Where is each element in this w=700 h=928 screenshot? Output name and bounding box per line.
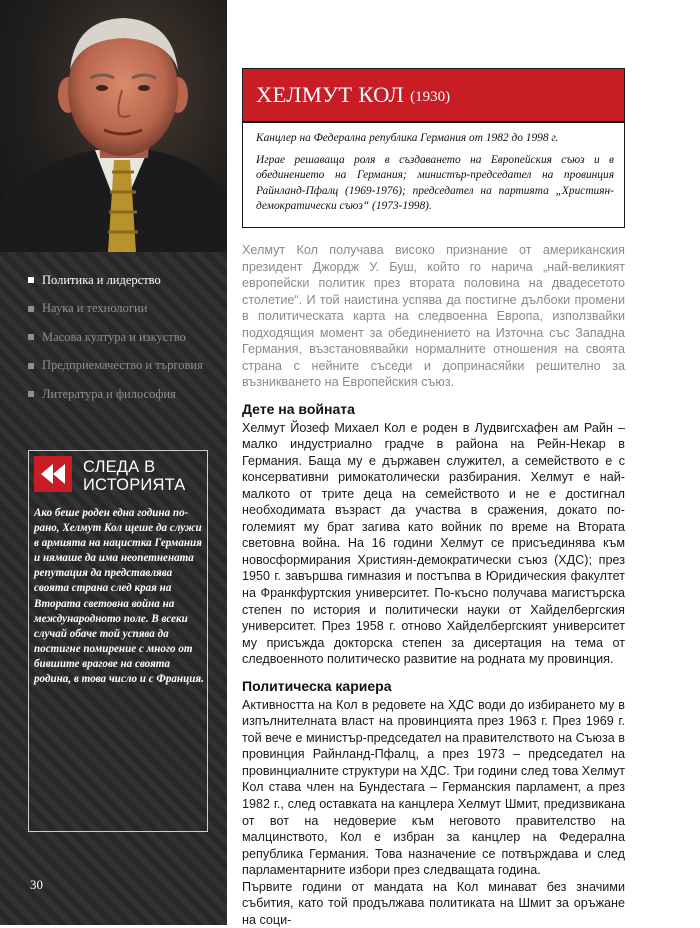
nav-item-label: Масова култура и изкуство [42, 329, 186, 344]
person-name: ХЕЛМУТ КОЛ [256, 82, 405, 107]
section-heading-career: Политическа кариера [242, 677, 392, 694]
nav-item-culture[interactable] [28, 323, 223, 352]
section-heading-childhood: Дете на войната [242, 400, 355, 417]
page-number: 30 [30, 877, 43, 892]
nav-item-politics[interactable] [28, 266, 223, 295]
nav-item-literature[interactable] [28, 380, 223, 409]
square-bullet-icon [28, 363, 34, 369]
nav-item-label: Наука и технологии [42, 301, 148, 316]
nav-item-business[interactable] [28, 352, 223, 381]
nav-item-label: Предприемачество и търговия [42, 358, 203, 373]
section-paragraph: Активността на Кол в редовете на ХДС води до избирането му в изпълнителната власт на провинцията през 1963 г. През 1969 г. той вече е министър-председател на правителството на Съюза в провинция Райнланд-Пфалц, а през 1973 – председател на провинциалните структури на ХДС. Три години след това Хелмут Кол става член на Бундестага – Германския парламент, а през 1982 г., след оставката на канцлера Хелмут Шмит, предизвикана от вот на недоверие към неговото правителство на малцинството, Кол е избран за канцлер на Федерална република Германия. Това назначение се потвърждава и след парламентарните избори през следващата година. [242, 697, 625, 878]
section-paragraph: Първите години от мандата на Кол минават без значими събития, като той продължава политиката на Шмит за оръжане на соци- [242, 879, 625, 927]
person-role: Канцлер на Федерална република Германия от 1982 до 1998 г. [256, 132, 559, 144]
intro-paragraph: Хелмут Кол получава високо признание от американския президент Джордж У. Буш, който го нарича „най-великият европейски политик през втората половина на двадесетото столетие“. И той наистина успява да постигне дълбоки промени в политическата карта на следвоенна Европа, използвайки подходящия момент за обединението на Източна със Западна Германия, възстановявайки нормалните отношения на своята страна с нейните съседи и допринасяйки решително за възникването на Европейския съюз. [242, 243, 625, 389]
history-trace-box [28, 450, 208, 832]
nav-item-label: Политика и лидерство [42, 272, 161, 287]
biography-header-box [242, 68, 625, 228]
square-bullet-icon [28, 334, 34, 340]
category-nav [28, 266, 223, 409]
history-trace-text: Ако беше роден една година по-рано, Хелмут Кол щеше да служи в армията на нацистка Германия и нямаше да има неопетнената репутация да представлява своята страна след края на Втората световна война на международното поле. В всеки случай обаче той успява да постигне помирение с много от бившите врагове на своята родина, в това число и с Франция. [34, 507, 204, 686]
history-trace-title: СЛЕДА В ИСТОРИЯТА [83, 458, 186, 494]
portrait-illustration [0, 0, 227, 252]
sidebar [0, 0, 227, 925]
square-bullet-icon [28, 277, 34, 283]
name-banner [243, 69, 624, 123]
article-body [242, 242, 625, 928]
person-description: Играе решаваща роля в създаването на Европейския съюз и в обединението на Германия; министър-председател на провинция Райнланд-Пфалц (1969-1976); председател на партията „Християн-демократически съюз“ (1973-1998). [256, 154, 614, 213]
person-years: (1930) [410, 88, 451, 105]
portrait-photo [0, 0, 227, 252]
square-bullet-icon [28, 391, 34, 397]
section-paragraph: Хелмут Йозеф Михаел Кол е роден в Лудвигсхафен ам Райн – малко индустриално градче в района на Рейн-Некар в Германия. Баща му е държавен служител, а семейството е с консервативни римокатолически разбирания. Хелмут е най-малкото от трите деца на семейството и не е достигнал необходимата възраст да участва в сражения, докато по-големият му брат загива като войник по време на Втората световна война. На 16 години Хелмут се присъединява към новосформирания Християн-демократически съюз (ХДС); през 1950 г. завършва гимназия и постъпва в Юридическия факултет на Франкфуртския университет. По-късно получава магистърска степен по история и политически науки от Хайделбергския университет. През 1958 г. отново Хайделбергският университет му присъжда докторска степен за дисертация на тема от следвоенното политическо развитие на родната му провинция. [242, 420, 625, 667]
nav-item-label: Литература и философия [42, 386, 176, 401]
rewind-icon [34, 456, 72, 492]
nav-item-science[interactable] [28, 295, 223, 324]
square-bullet-icon [28, 306, 34, 312]
